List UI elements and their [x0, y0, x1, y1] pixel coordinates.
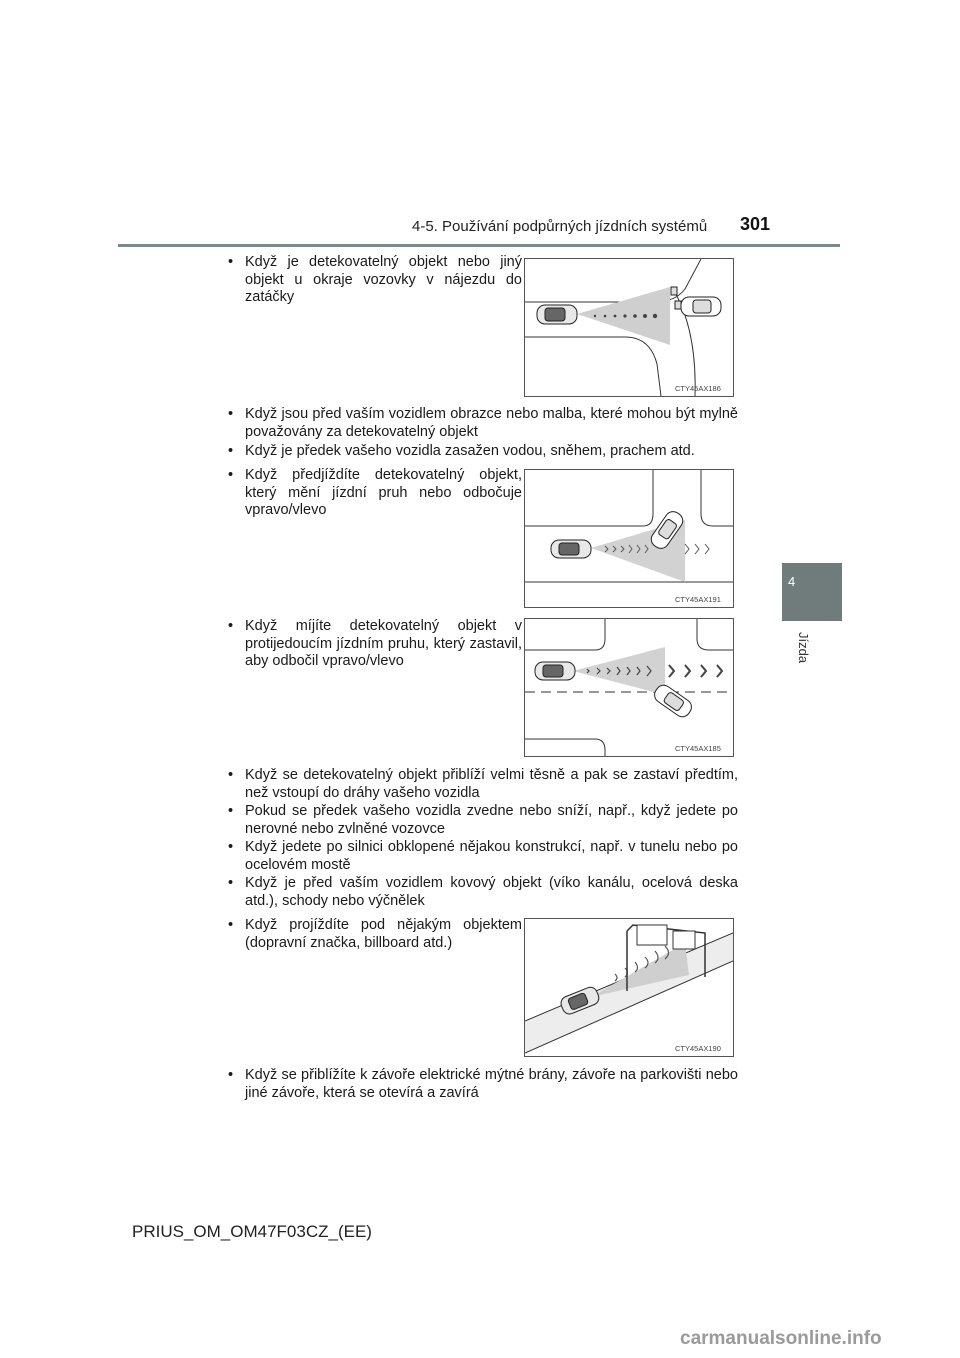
- list-item-text: Když je předek vašeho vozidla zasažen vodou, sněhem, prachem atd.: [245, 443, 695, 459]
- bullet-marker: •: [228, 443, 234, 459]
- header-section-title: 4-5. Používání podpůrných jízdních systémů: [412, 218, 708, 235]
- bullet-marker: •: [228, 839, 234, 855]
- oncoming-scene-svg: [525, 619, 733, 756]
- list-item: [228, 618, 522, 671]
- bullet-marker: •: [228, 1067, 234, 1083]
- own-car-icon: [537, 305, 577, 324]
- own-car-icon: [551, 540, 591, 558]
- list-item: [228, 254, 522, 307]
- list-item: [228, 803, 738, 838]
- list-item-text: Když projíždíte pod nějakým objektem (dopravní značka, billboard atd.): [245, 917, 522, 951]
- list-item-text: Když je detekovatelný objekt nebo jiný objekt u okraje vozovky v nájezdu do zatáčky: [245, 254, 522, 305]
- stopped-car-icon: [651, 682, 694, 720]
- list-item-text: Když jedete po silnici obklopené nějakou konstrukcí, např. v tunelu nebo po ocelovém mostě: [245, 839, 738, 873]
- list-item: [228, 443, 738, 461]
- list-item: [228, 1067, 738, 1102]
- list-item-text: Když se detekovatelný objekt přiblíží velmi těsně a pak se zastaví předtím, než vstoupí do dráhy vašeho vozidla: [245, 767, 738, 801]
- list-item-text: Když míjíte detekovatelný objekt v protijedoucím jízdním pruhu, který zastavil, aby odbočil vpravo/vlevo: [245, 618, 522, 669]
- figure-code: CTY45AX190: [675, 1044, 721, 1053]
- chapter-tab: [782, 563, 842, 621]
- page-number: 301: [740, 214, 771, 234]
- list-item-text: Když předjíždíte detekovatelný objekt, který mění jízdní pruh nebo odbočuje vpravo/vlevo: [245, 467, 522, 518]
- list-item-text: Když se přiblížíte k závoře elektrické mýtné brány, závoře na parkovišti nebo jiné závoře, která se otevírá a zavírá: [245, 1067, 738, 1101]
- bullet-marker: •: [228, 875, 234, 891]
- illustration-overhead-sign: [524, 918, 734, 1057]
- list-item: [228, 467, 522, 520]
- other-car-icon: [681, 297, 721, 316]
- figure-code: CTY45AX186: [675, 384, 721, 393]
- bullet-marker: •: [228, 767, 234, 783]
- list-item-text: Když jsou před vaším vozidlem obrazce nebo malba, které mohou být mylně považovány za detekovatelný objekt: [245, 406, 738, 440]
- document-code: PRIUS_OM_OM47F03CZ_(EE): [132, 1222, 372, 1241]
- illustration-oncoming: [524, 618, 734, 757]
- figure-code: CTY45AX191: [675, 595, 721, 604]
- bullet-marker: •: [228, 254, 234, 270]
- own-car-icon: [535, 662, 575, 680]
- overhead-sign-scene-svg: [525, 919, 733, 1056]
- lane-change-scene-svg: [525, 470, 733, 607]
- chapter-tab-label: Jízda: [796, 632, 811, 664]
- list-item-text: Když je před vaším vozidlem kovový objekt (víko kanálu, ocelová deska atd.), schody nebo výčnělek: [245, 875, 738, 909]
- bullet-marker: •: [228, 406, 234, 422]
- curve-scene-svg: [525, 259, 733, 396]
- bullet-marker: •: [228, 803, 234, 819]
- list-item: [228, 767, 738, 802]
- illustration-lane-change: [524, 469, 734, 608]
- bullet-marker: •: [228, 917, 234, 933]
- list-item: [228, 839, 738, 874]
- figure-code: CTY45AX185: [675, 744, 721, 753]
- list-item: [228, 917, 522, 952]
- list-item-text: Pokud se předek vašeho vozidla zvedne nebo sníží, např., když jedete po nerovné nebo zvlněné vozovce: [245, 803, 738, 837]
- roadside-object-icon: [671, 287, 681, 309]
- watermark: carmanualsonline.info: [680, 1328, 882, 1349]
- list-item: [228, 875, 738, 910]
- illustration-curve: [524, 258, 734, 397]
- chapter-tab-number: 4: [788, 574, 796, 589]
- bullet-marker: •: [228, 467, 234, 483]
- bullet-marker: •: [228, 618, 234, 634]
- header-rule: [118, 244, 840, 247]
- list-item: [228, 406, 738, 441]
